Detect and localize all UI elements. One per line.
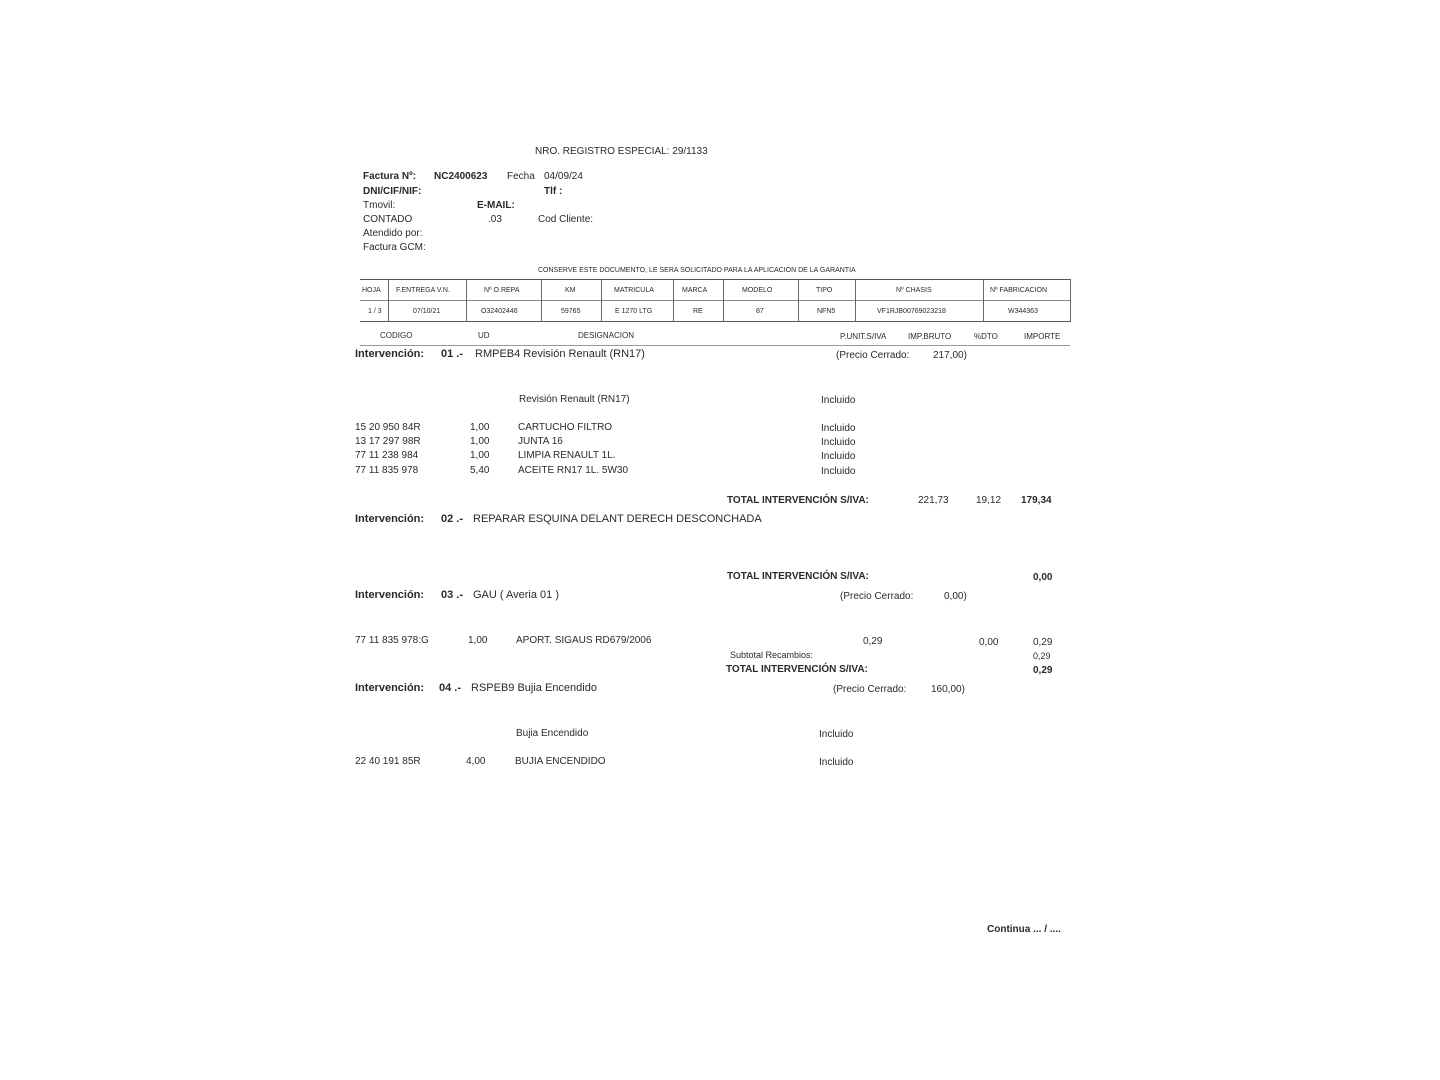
email-label: E-MAIL: <box>477 200 515 211</box>
col-ud: UD <box>478 331 490 340</box>
col-designacion: DESIGNACION <box>578 331 635 340</box>
item-ud: 1,00 <box>470 436 490 447</box>
total-dto: 19,12 <box>976 495 1002 506</box>
item-code: 15 20 950 84R <box>355 422 421 433</box>
intervencion-number: 04 .- <box>439 682 462 694</box>
incluido-label: Incluido <box>821 437 856 448</box>
vehicle-value: 59765 <box>561 308 581 315</box>
vehicle-header: KM <box>565 287 576 294</box>
incluido-label: Incluido <box>821 451 856 462</box>
precio-cerrado-label: (Precio Cerrado: <box>833 684 907 695</box>
item-code: 22 40 191 85R <box>355 756 421 767</box>
vehicle-header: Nº O.REPA <box>484 287 520 294</box>
vehicle-value: O32402446 <box>481 308 518 315</box>
item-code: 13 17 297 98R <box>355 436 421 447</box>
vehicle-value: 87 <box>756 308 764 315</box>
atendido-label: Atendido por: <box>363 228 423 239</box>
item-ud: 1,00 <box>468 635 488 646</box>
item-designacion: JUNTA 16 <box>518 436 563 447</box>
intervencion-subtitle: Bujia Encendido <box>516 728 589 739</box>
total-importe: 179,34 <box>1021 495 1052 506</box>
precio-cerrado-value: 217,00) <box>933 350 967 361</box>
incluido-label: Incluido <box>821 466 856 477</box>
factura-number: NC2400623 <box>434 171 488 182</box>
vehicle-value: NFN5 <box>817 308 836 315</box>
vehicle-value: VF1RJB00769023218 <box>877 308 946 315</box>
vehicle-value: 1 / 3 <box>368 308 382 315</box>
vehicle-value: E 1270 LTG <box>615 308 653 315</box>
total-importe: 0,00 <box>1033 572 1053 583</box>
intervencion-subtitle: Revisión Renault (RN17) <box>519 394 630 405</box>
fecha-label: Fecha <box>507 171 535 182</box>
item-designacion: BUJIA ENCENDIDO <box>515 756 606 767</box>
vehicle-header: Nº FABRICACION <box>990 287 1048 294</box>
item-punit: 0,29 <box>863 636 883 647</box>
item-designacion: APORT. SIGAUS RD679/2006 <box>516 635 652 646</box>
fecha-value: 04/09/24 <box>544 171 583 182</box>
item-designacion: CARTUCHO FILTRO <box>518 422 613 433</box>
vehicle-header: MARCA <box>682 287 708 294</box>
item-dto: 0,00 <box>979 637 999 648</box>
intervencion-number: 02 .- <box>441 513 464 525</box>
cod-cliente-label: Cod Cliente: <box>538 214 594 225</box>
contado-label: CONTADO <box>363 214 413 225</box>
total-bruto: 221,73 <box>918 495 949 506</box>
incluido-label: Incluido <box>821 423 856 434</box>
intervencion-label: Intervención: <box>355 513 425 525</box>
col-codigo: CODIGO <box>380 331 413 340</box>
col-importe: IMPORTE <box>1024 332 1061 341</box>
item-designacion: ACEITE RN17 1L. 5W30 <box>518 465 629 476</box>
vehicle-header: HOJA <box>362 287 381 294</box>
vehicle-header: Nº CHASIS <box>896 287 932 294</box>
dni-label: DNI/CIF/NIF: <box>363 186 422 197</box>
registro-especial: NRO. REGISTRO ESPECIAL: 29/1133 <box>535 146 708 157</box>
item-code: 77 11 835 978 <box>355 465 419 476</box>
item-importe: 0,29 <box>1033 637 1053 648</box>
item-code: 77 11 835 978:G <box>355 635 429 646</box>
intervencion-label: Intervención: <box>355 589 425 601</box>
factura-label: Factura Nº: <box>363 171 417 182</box>
item-ud: 1,00 <box>470 422 490 433</box>
item-ud: 1,00 <box>470 450 490 461</box>
intervencion-label: Intervención: <box>355 348 425 360</box>
vehicle-value: 07/10/21 <box>413 308 441 315</box>
incluido-label: Incluido <box>819 729 854 740</box>
factura-gcm-label: Factura GCM: <box>363 242 426 253</box>
total-intervencion-label: TOTAL INTERVENCIÓN S/IVA: <box>727 571 869 582</box>
continua-note: Continua ... / .... <box>987 924 1061 935</box>
contado-code: .03 <box>488 214 502 225</box>
vehicle-header: F.ENTREGA V.N. <box>396 287 450 294</box>
tlf-label: Tlf : <box>544 186 563 197</box>
precio-cerrado-value: 160,00) <box>931 684 965 695</box>
tmovil-label: Tmovil: <box>363 200 396 211</box>
item-ud: 4,00 <box>466 756 486 767</box>
item-designacion: LIMPIA RENAULT 1L. <box>518 450 616 461</box>
vehicle-value: RE <box>693 308 703 315</box>
col-impbruto: IMP.BRUTO <box>908 332 952 341</box>
warranty-notice: CONSERVE ESTE DOCUMENTO, LE SERA SOLICITADO PARA LA APLICACION DE LA GARANTIA <box>538 267 856 274</box>
vehicle-header: TIPO <box>816 287 833 294</box>
intervencion-description: RMPEB4 Revisión Renault (RN17) <box>475 348 645 360</box>
intervencion-description: REPARAR ESQUINA DELANT DERECH DESCONCHADA <box>473 513 762 525</box>
precio-cerrado-value: 0,00) <box>944 591 967 602</box>
col-punit: P.UNIT.S/IVA <box>840 332 887 341</box>
intervencion-label: Intervención: <box>355 682 425 694</box>
vehicle-header: MODELO <box>742 287 773 294</box>
item-code: 77 11 238 984 <box>355 450 419 461</box>
item-ud: 5,40 <box>470 465 490 476</box>
precio-cerrado-label: (Precio Cerrado: <box>836 350 910 361</box>
col-dto: %DTO <box>974 332 998 341</box>
intervencion-number: 01 .- <box>441 348 464 360</box>
total-importe: 0,29 <box>1033 665 1053 676</box>
vehicle-header: MATRICULA <box>614 287 654 294</box>
precio-cerrado-label: (Precio Cerrado: <box>840 591 914 602</box>
vehicle-value: W344363 <box>1008 308 1038 315</box>
total-intervencion-label: TOTAL INTERVENCIÓN S/IVA: <box>727 495 869 506</box>
incluido-label: Incluido <box>821 395 856 406</box>
subtotal-recambios-label: Subtotal Recambios: <box>730 650 814 660</box>
intervencion-description: RSPEB9 Bujia Encendido <box>471 682 597 694</box>
subtotal-recambios-value: 0,29 <box>1033 651 1051 661</box>
intervencion-description: GAU ( Averia 01 ) <box>473 589 559 601</box>
total-intervencion-label: TOTAL INTERVENCIÓN S/IVA: <box>726 664 868 675</box>
intervencion-number: 03 .- <box>441 589 464 601</box>
incluido-label: Incluido <box>819 757 854 768</box>
